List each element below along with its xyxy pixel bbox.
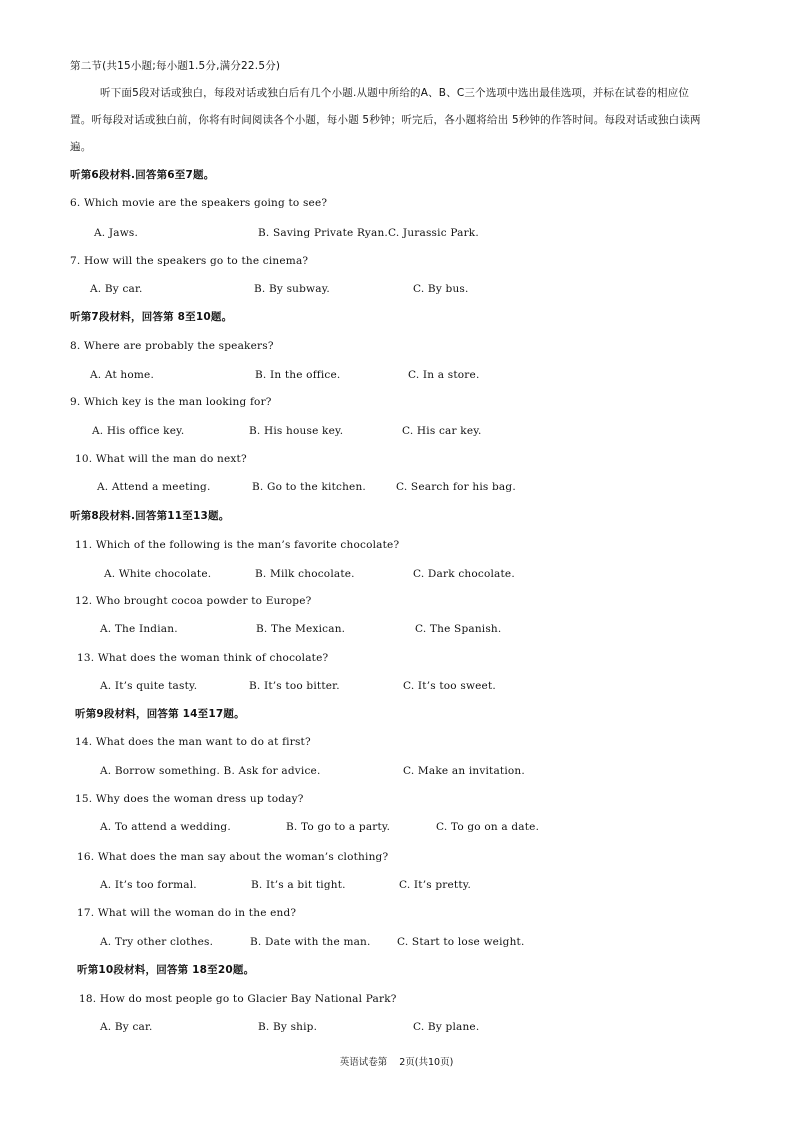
- option-c: C. It’s too sweet.: [403, 680, 496, 692]
- option-c: C. Search for his bag.: [396, 481, 516, 493]
- option-c: C. It’s pretty.: [399, 879, 472, 891]
- question-text: 11. Which of the following is the man’s favorite chocolate?: [75, 539, 400, 551]
- option-b: B. The Mexican.: [256, 623, 346, 635]
- option-a: A. Attend a meeting.: [97, 481, 211, 493]
- option-b: B. By ship.: [258, 1021, 318, 1033]
- question-text: 6. Which movie are the speakers going to see?: [70, 197, 328, 209]
- instructions-line-2: 置。听每段对话或独白前，你将有时间阅读各个小题，每小题 5秒钟；听完后，各小题将给出 5秒钟的作答时间。每段对话或独白读两: [70, 114, 701, 126]
- group-heading: 听第6段材料.回答第6至7题。: [70, 169, 215, 181]
- option-c: C. Start to lose weight.: [397, 936, 525, 948]
- option-b: B. It’s too bitter.: [249, 680, 340, 692]
- question-text: 9. Which key is the man looking for?: [70, 396, 272, 408]
- option-a: A. It’s too formal.: [100, 879, 197, 891]
- option-a: A. At home.: [90, 369, 155, 381]
- question-text: 14. What does the man want to do at first?: [75, 736, 311, 748]
- question-text: 13. What does the woman think of chocolate?: [77, 652, 329, 664]
- option-c: C. Make an invitation.: [403, 765, 525, 777]
- option-a: A. By car.: [90, 283, 143, 295]
- page-footer: 英语试卷第 2页(共10页): [339, 1057, 454, 1068]
- option-c: C. The Spanish.: [415, 623, 502, 635]
- option-b: B. Milk chocolate.: [255, 568, 355, 580]
- option-c: C. His car key.: [402, 425, 482, 437]
- option-a: A. To attend a wedding.: [100, 821, 231, 833]
- question-text: 12. Who brought cocoa powder to Europe?: [75, 595, 312, 607]
- option-b: B. Saving Private Ryan.C. Jurassic Park.: [258, 227, 479, 239]
- option-a: A. The Indian.: [100, 623, 178, 635]
- question-text: 7. How will the speakers go to the cinema?: [70, 255, 309, 267]
- group-heading: 听第10段材料，回答第 18至20题。: [77, 964, 255, 976]
- group-heading: 听第8段材料.回答第11至13题。: [70, 510, 230, 522]
- option-c: C. In a store.: [408, 369, 480, 381]
- option-c: C. Dark chocolate.: [413, 568, 515, 580]
- option-a: A. Jaws.: [94, 227, 139, 239]
- option-c: C. To go on a date.: [436, 821, 540, 833]
- option-c: C. By plane.: [413, 1021, 480, 1033]
- option-a: A. By car.: [100, 1021, 153, 1033]
- option-b: B. Date with the man.: [250, 936, 371, 948]
- section-title: 第二节(共15小题;每小题1.5分,满分22.5分): [70, 60, 281, 72]
- option-a: A. White chocolate.: [104, 568, 212, 580]
- option-a: A. It’s quite tasty.: [100, 680, 198, 692]
- question-text: 15. Why does the woman dress up today?: [75, 793, 304, 805]
- option-a: A. Try other clothes.: [100, 936, 214, 948]
- option-a: A. His office key.: [92, 425, 185, 437]
- option-b: B. To go to a party.: [286, 821, 391, 833]
- option-a: A. Borrow something. B. Ask for advice.: [100, 765, 321, 777]
- option-c: C. By bus.: [413, 283, 469, 295]
- group-heading: 听第7段材料，回答第 8至10题。: [70, 311, 233, 323]
- instructions-line-3: 遍。: [70, 141, 92, 153]
- option-b: B. Go to the kitchen.: [252, 481, 366, 493]
- question-text: 10. What will the man do next?: [75, 453, 247, 465]
- question-text: 17. What will the woman do in the end?: [77, 907, 297, 919]
- option-b: B. In the office.: [255, 369, 341, 381]
- option-b: B. His house key.: [249, 425, 344, 437]
- option-b: B. It’s a bit tight.: [251, 879, 346, 891]
- instructions-line-1: 听下面5段对话或独白，每段对话或独白后有几个小题.从题中所给的A、B、C三个选项中选出最佳选项，并标在试卷的相应位: [100, 87, 690, 99]
- group-heading: 听第9段材料，回答第 14至17题。: [75, 708, 245, 720]
- question-text: 16. What does the man say about the woman’s clothing?: [77, 851, 389, 863]
- question-text: 8. Where are probably the speakers?: [70, 340, 274, 352]
- option-b: B. By subway.: [254, 283, 330, 295]
- question-text: 18. How do most people go to Glacier Bay National Park?: [79, 993, 397, 1005]
